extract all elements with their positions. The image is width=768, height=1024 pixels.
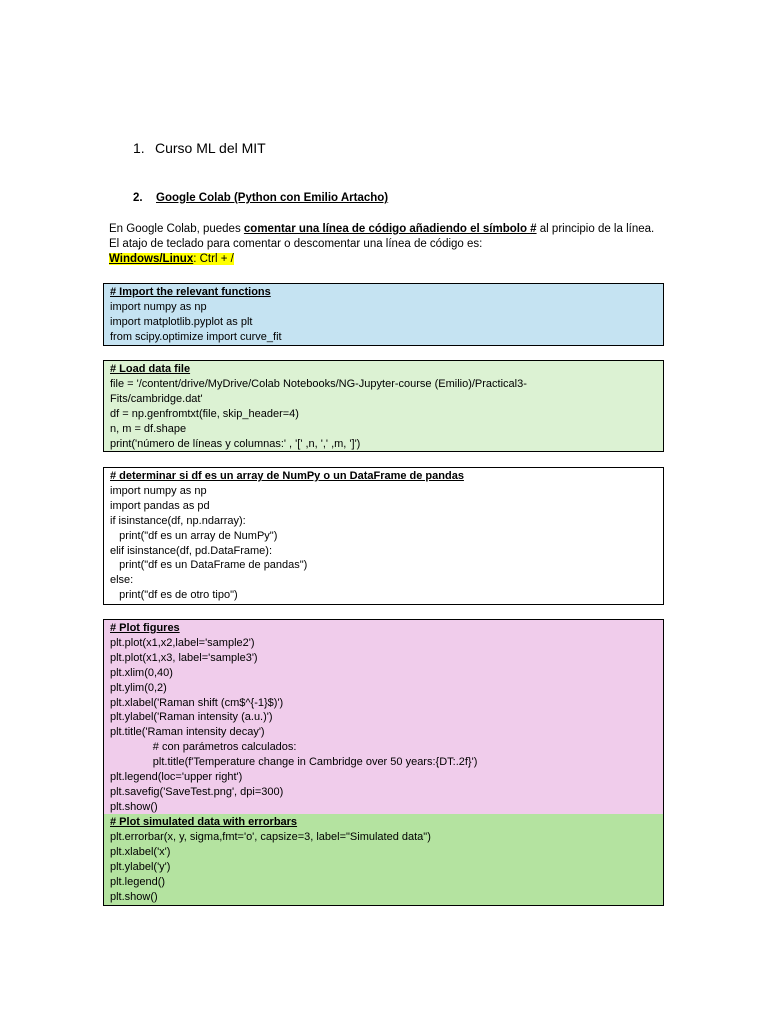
code-block-type-check: [103, 467, 664, 605]
code-line: print("df es de otro tipo"): [110, 589, 238, 602]
heading-1-number: 1.: [133, 140, 145, 156]
intro-part-2: al principio de la línea. El atajo de teclado para comentar o descomentar una línea de código es:: [109, 223, 655, 250]
code-line: plt.savefig('SaveTest.png', dpi=300): [110, 785, 284, 798]
code-line: plt.ylabel('Raman intensity (a.u.)'): [110, 711, 273, 724]
intro-paragraph: [109, 222, 667, 267]
heading-2-text: Google Colab (Python con Emilio Artacho): [156, 192, 389, 204]
code-line: print("df es un array de NumPy"): [110, 529, 278, 542]
code-line: plt.legend(): [110, 875, 166, 888]
code-block-title: # Import the relevant functions: [110, 286, 271, 298]
code-block-title: # determinar si df es un array de NumPy o un DataFrame de pandas: [110, 470, 464, 482]
code-block-plot: [103, 619, 664, 815]
code-line: plt.legend(loc='upper right'): [110, 771, 243, 784]
code-line: plt.xlim(0,40): [110, 666, 173, 679]
code-line: plt.show(): [110, 890, 158, 903]
heading-2: [133, 192, 388, 204]
code-line: plt.ylabel('y'): [110, 860, 171, 873]
intro-bold: comentar una línea de código añadiendo el símbolo #: [243, 223, 537, 235]
code-line: plt.errorbar(x, y, sigma,fmt='o', capsize=3, label="Simulated data"): [110, 830, 431, 843]
code-line: plt.show(): [110, 800, 158, 813]
code-block-title: # Plot simulated data with errorbars: [110, 816, 298, 828]
code-line: print('número de líneas y columnas:' , '[' ,n, ',' ,m, ']'): [110, 437, 361, 450]
code-line: import numpy as np: [110, 300, 207, 313]
code-line: plt.plot(x1,x3, label='sample3'): [110, 651, 258, 664]
code-line: n, m = df.shape: [110, 422, 187, 435]
code-line: print("df es un DataFrame de pandas"): [110, 559, 308, 572]
code-line: plt.xlabel('Raman shift (cm$^{-1}$)'): [110, 696, 284, 709]
code-line: # con parámetros calculados:: [110, 741, 297, 754]
heading-1: [133, 140, 266, 156]
code-line: elif isinstance(df, pd.DataFrame):: [110, 544, 273, 557]
code-block-title: # Load data file: [110, 363, 191, 375]
code-line: if isinstance(df, np.ndarray):: [110, 514, 246, 527]
code-block-title: # Plot figures: [110, 622, 180, 634]
code-line: plt.plot(x1,x2,label='sample2'): [110, 636, 255, 649]
code-line: Fits/cambridge.dat': [110, 392, 203, 405]
code-line: plt.title('Raman intensity decay'): [110, 726, 265, 739]
intro-part-1: En Google Colab, puedes: [109, 223, 244, 235]
code-line: file = '/content/drive/MyDrive/Colab Notebooks/NG-Jupyter-course (Emilio)/Practical3-: [110, 377, 527, 390]
code-line: plt.ylim(0,2): [110, 681, 167, 694]
code-line: plt.title(f'Temperature change in Cambridge over 50 years:{DT:.2f}'): [110, 756, 478, 769]
shortcut-highlight: [109, 253, 234, 265]
code-line: df = np.genfromtxt(file, skip_header=4): [110, 407, 299, 420]
code-line: import pandas as pd: [110, 499, 210, 512]
heading-2-number: 2.: [133, 192, 143, 204]
code-line: import numpy as np: [110, 484, 207, 497]
shortcut-value: : Ctrl + /: [193, 253, 234, 265]
code-block-load: [103, 360, 664, 452]
code-line: from scipy.optimize import curve_fit: [110, 330, 282, 343]
code-line: else:: [110, 574, 134, 587]
shortcut-label: Windows/Linux: [109, 253, 194, 265]
code-block-import: [103, 283, 664, 346]
code-line: import matplotlib.pyplot as plt: [110, 315, 253, 328]
code-line: plt.xlabel('x'): [110, 845, 171, 858]
code-block-errorbars: [103, 814, 664, 906]
heading-1-text: Curso ML del MIT: [155, 140, 266, 156]
